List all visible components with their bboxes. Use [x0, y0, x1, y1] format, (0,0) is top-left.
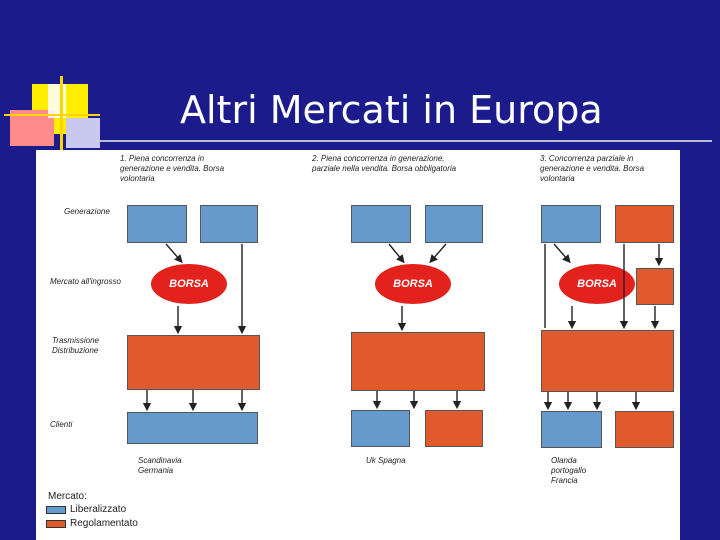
scenario-3-heading: 3. Concorrenza parziale in generazione e vendita. Borsa volontaria — [540, 154, 645, 183]
row-label-clienti: Clienti — [50, 420, 73, 429]
s2-countries: Uk Spagna — [366, 456, 406, 465]
decor-line-horizontal — [4, 114, 100, 116]
legend-label-liberalizzato: Liberalizzato — [70, 504, 127, 515]
row-label-generazione: Generazione — [64, 207, 110, 216]
slide-title: Altri Mercati in Europa — [180, 88, 603, 132]
s1-borsa: BORSA — [151, 264, 227, 304]
s2-arrow-gen-b-to-borsa — [432, 244, 446, 260]
decor-line-vertical — [60, 76, 63, 150]
scenario-2-heading: 2. Piena concorrenza in generazione, parziale nella vendita. Borsa obbligatoria — [312, 154, 457, 173]
legend-swatch-liberalizzato — [46, 506, 66, 514]
scenario-1-heading: 1. Piena concorrenza in generazione e vendita. Borsa volontaria — [120, 154, 225, 183]
row-label-ingrosso: Mercato all'ingrosso — [50, 277, 121, 286]
decor-square-white — [48, 84, 66, 118]
row-label-trasmissione: Trasmissione Distribuzione — [52, 336, 99, 355]
legend-title: Mercato: — [48, 491, 87, 502]
s1-arrow-gen-a-to-borsa — [166, 244, 180, 260]
legend-label-regolamentato: Regolamentato — [70, 518, 138, 529]
decor-square-lavender — [66, 118, 100, 148]
arrows-layer — [36, 150, 680, 540]
s3-arrow-gen-a-to-borsa — [554, 244, 568, 260]
s1-countries: Scandinavia Germania — [138, 456, 182, 475]
s2-borsa: BORSA — [375, 264, 451, 304]
title-rule — [100, 140, 712, 142]
s3-countries: Olanda portogallo Francia — [551, 456, 587, 485]
legend-swatch-regolamentato — [46, 520, 66, 528]
s3-borsa: BORSA — [559, 264, 635, 304]
s2-arrow-gen-a-to-borsa — [389, 244, 402, 260]
diagram-panel — [36, 150, 680, 540]
